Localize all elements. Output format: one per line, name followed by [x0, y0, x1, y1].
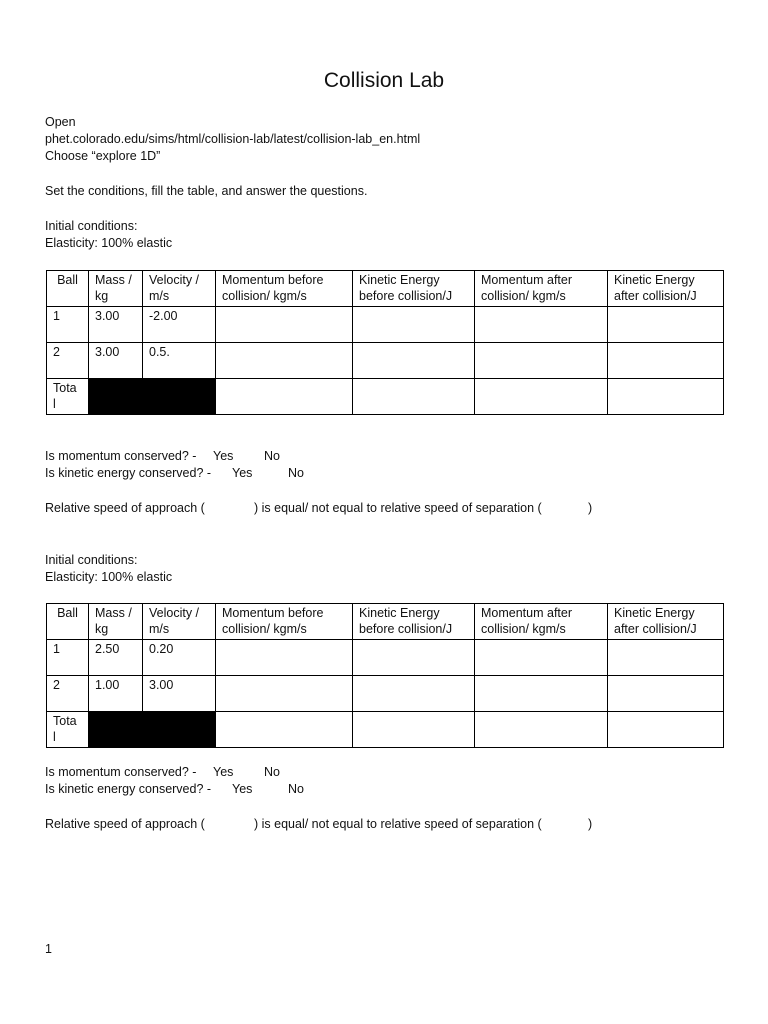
momentum-yes-option[interactable]: Yes	[213, 449, 234, 463]
cell-momentum-after[interactable]	[475, 676, 608, 712]
cell-momentum-after[interactable]	[475, 640, 608, 676]
header-mass: Mass / kg	[89, 271, 143, 307]
cell-ball: 2	[47, 343, 89, 379]
ke-question-text: Is kinetic energy conserved? -	[45, 782, 212, 796]
cell-ke-before[interactable]	[353, 640, 475, 676]
header-momentum-after: Momentum after collision/ kgm/s	[475, 271, 608, 307]
table-row	[47, 307, 724, 343]
header-momentum-before: Momentum before collision/ kgm/s	[216, 604, 353, 640]
momentum-yes-option[interactable]: Yes	[213, 765, 234, 779]
redacted-block	[89, 379, 216, 415]
total-label: Tota l	[47, 712, 89, 748]
cell-ke-after[interactable]	[608, 640, 724, 676]
total-ke-before[interactable]	[353, 379, 475, 415]
table-row	[47, 640, 724, 676]
ke-no-option[interactable]: No	[288, 782, 304, 796]
header-ball: Ball	[47, 604, 89, 640]
header-momentum-after: Momentum after collision/ kgm/s	[475, 604, 608, 640]
cell-mass: 3.00	[89, 307, 143, 343]
cell-ke-after[interactable]	[608, 307, 724, 343]
intro-url: phet.colorado.edu/sims/html/collision-lab/latest/collision-lab_en.html	[45, 132, 421, 146]
cell-momentum-before[interactable]	[216, 640, 353, 676]
cell-ball: 2	[47, 676, 89, 712]
section1-elasticity: Elasticity: 100% elastic	[45, 236, 173, 250]
momentum-question-text: Is momentum conserved? -	[45, 765, 197, 779]
cell-velocity: 0.5.	[143, 343, 216, 379]
total-label: Tota l	[47, 379, 89, 415]
cell-mass: 3.00	[89, 343, 143, 379]
instruction-text: Set the conditions, fill the table, and answer the questions.	[45, 184, 368, 198]
total-ke-after[interactable]	[608, 712, 724, 748]
intro-open: Open	[45, 115, 76, 129]
momentum-no-option[interactable]: No	[264, 765, 280, 779]
cell-momentum-after[interactable]	[475, 343, 608, 379]
section2-conditions	[45, 552, 172, 586]
rel-part1: Relative speed of approach (	[45, 501, 205, 515]
cell-ball: 1	[47, 640, 89, 676]
cell-mass: 2.50	[89, 640, 143, 676]
cell-velocity: 0.20	[143, 640, 216, 676]
section1-cond-label: Initial conditions:	[45, 219, 138, 233]
ke-yes-option[interactable]: Yes	[232, 782, 253, 796]
cell-momentum-before[interactable]	[216, 343, 353, 379]
momentum-question-text: Is momentum conserved? -	[45, 449, 197, 463]
header-mass: Mass / kg	[89, 604, 143, 640]
rel-part2: ) is equal/ not equal to relative speed of separation (	[254, 501, 542, 515]
cell-velocity: -2.00	[143, 307, 216, 343]
section2-elasticity: Elasticity: 100% elastic	[45, 570, 173, 584]
total-ke-after[interactable]	[608, 379, 724, 415]
header-ke-before: Kinetic Energy before collision/J	[353, 271, 475, 307]
total-row	[47, 712, 724, 748]
total-momentum-after[interactable]	[475, 712, 608, 748]
header-velocity: Velocity / m/s	[143, 271, 216, 307]
intro-choose: Choose “explore 1D”	[45, 149, 161, 163]
cell-ke-before[interactable]	[353, 676, 475, 712]
total-momentum-before[interactable]	[216, 712, 353, 748]
cell-momentum-before[interactable]	[216, 307, 353, 343]
page-number: 1	[45, 942, 52, 956]
header-ball: Ball	[47, 271, 89, 307]
table-row	[47, 676, 724, 712]
cell-ke-after[interactable]	[608, 676, 724, 712]
total-momentum-after[interactable]	[475, 379, 608, 415]
table-row	[47, 343, 724, 379]
ke-no-option[interactable]: No	[288, 466, 304, 480]
document-title: Collision Lab	[323, 69, 445, 92]
momentum-no-option[interactable]: No	[264, 449, 280, 463]
rel-part3: )	[588, 817, 593, 831]
total-momentum-before[interactable]	[216, 379, 353, 415]
cell-ball: 1	[47, 307, 89, 343]
rel-part3: )	[588, 501, 593, 515]
cell-velocity: 3.00	[143, 676, 216, 712]
cell-momentum-after[interactable]	[475, 307, 608, 343]
cell-mass: 1.00	[89, 676, 143, 712]
section2-cond-label: Initial conditions:	[45, 553, 138, 567]
header-momentum-before: Momentum before collision/ kgm/s	[216, 271, 353, 307]
header-velocity: Velocity / m/s	[143, 604, 216, 640]
ke-yes-option[interactable]: Yes	[232, 466, 253, 480]
header-ke-after: Kinetic Energy after collision/J	[608, 271, 724, 307]
redacted-block	[89, 712, 216, 748]
header-ke-before: Kinetic Energy before collision/J	[353, 604, 475, 640]
header-ke-after: Kinetic Energy after collision/J	[608, 604, 724, 640]
ke-question-text: Is kinetic energy conserved? -	[45, 466, 212, 480]
total-row	[47, 379, 724, 415]
section2-table	[46, 603, 724, 748]
cell-ke-after[interactable]	[608, 343, 724, 379]
intro-block	[45, 114, 420, 165]
rel-part2: ) is equal/ not equal to relative speed of separation (	[254, 817, 542, 831]
cell-momentum-before[interactable]	[216, 676, 353, 712]
total-ke-before[interactable]	[353, 712, 475, 748]
table-header-row	[47, 604, 724, 640]
rel-part1: Relative speed of approach (	[45, 817, 205, 831]
section1-conditions	[45, 218, 172, 252]
section1-table	[46, 270, 724, 415]
cell-ke-before[interactable]	[353, 343, 475, 379]
section1-relative-speed	[45, 500, 645, 517]
section2-relative-speed	[45, 816, 645, 833]
cell-ke-before[interactable]	[353, 307, 475, 343]
table-header-row	[47, 271, 724, 307]
